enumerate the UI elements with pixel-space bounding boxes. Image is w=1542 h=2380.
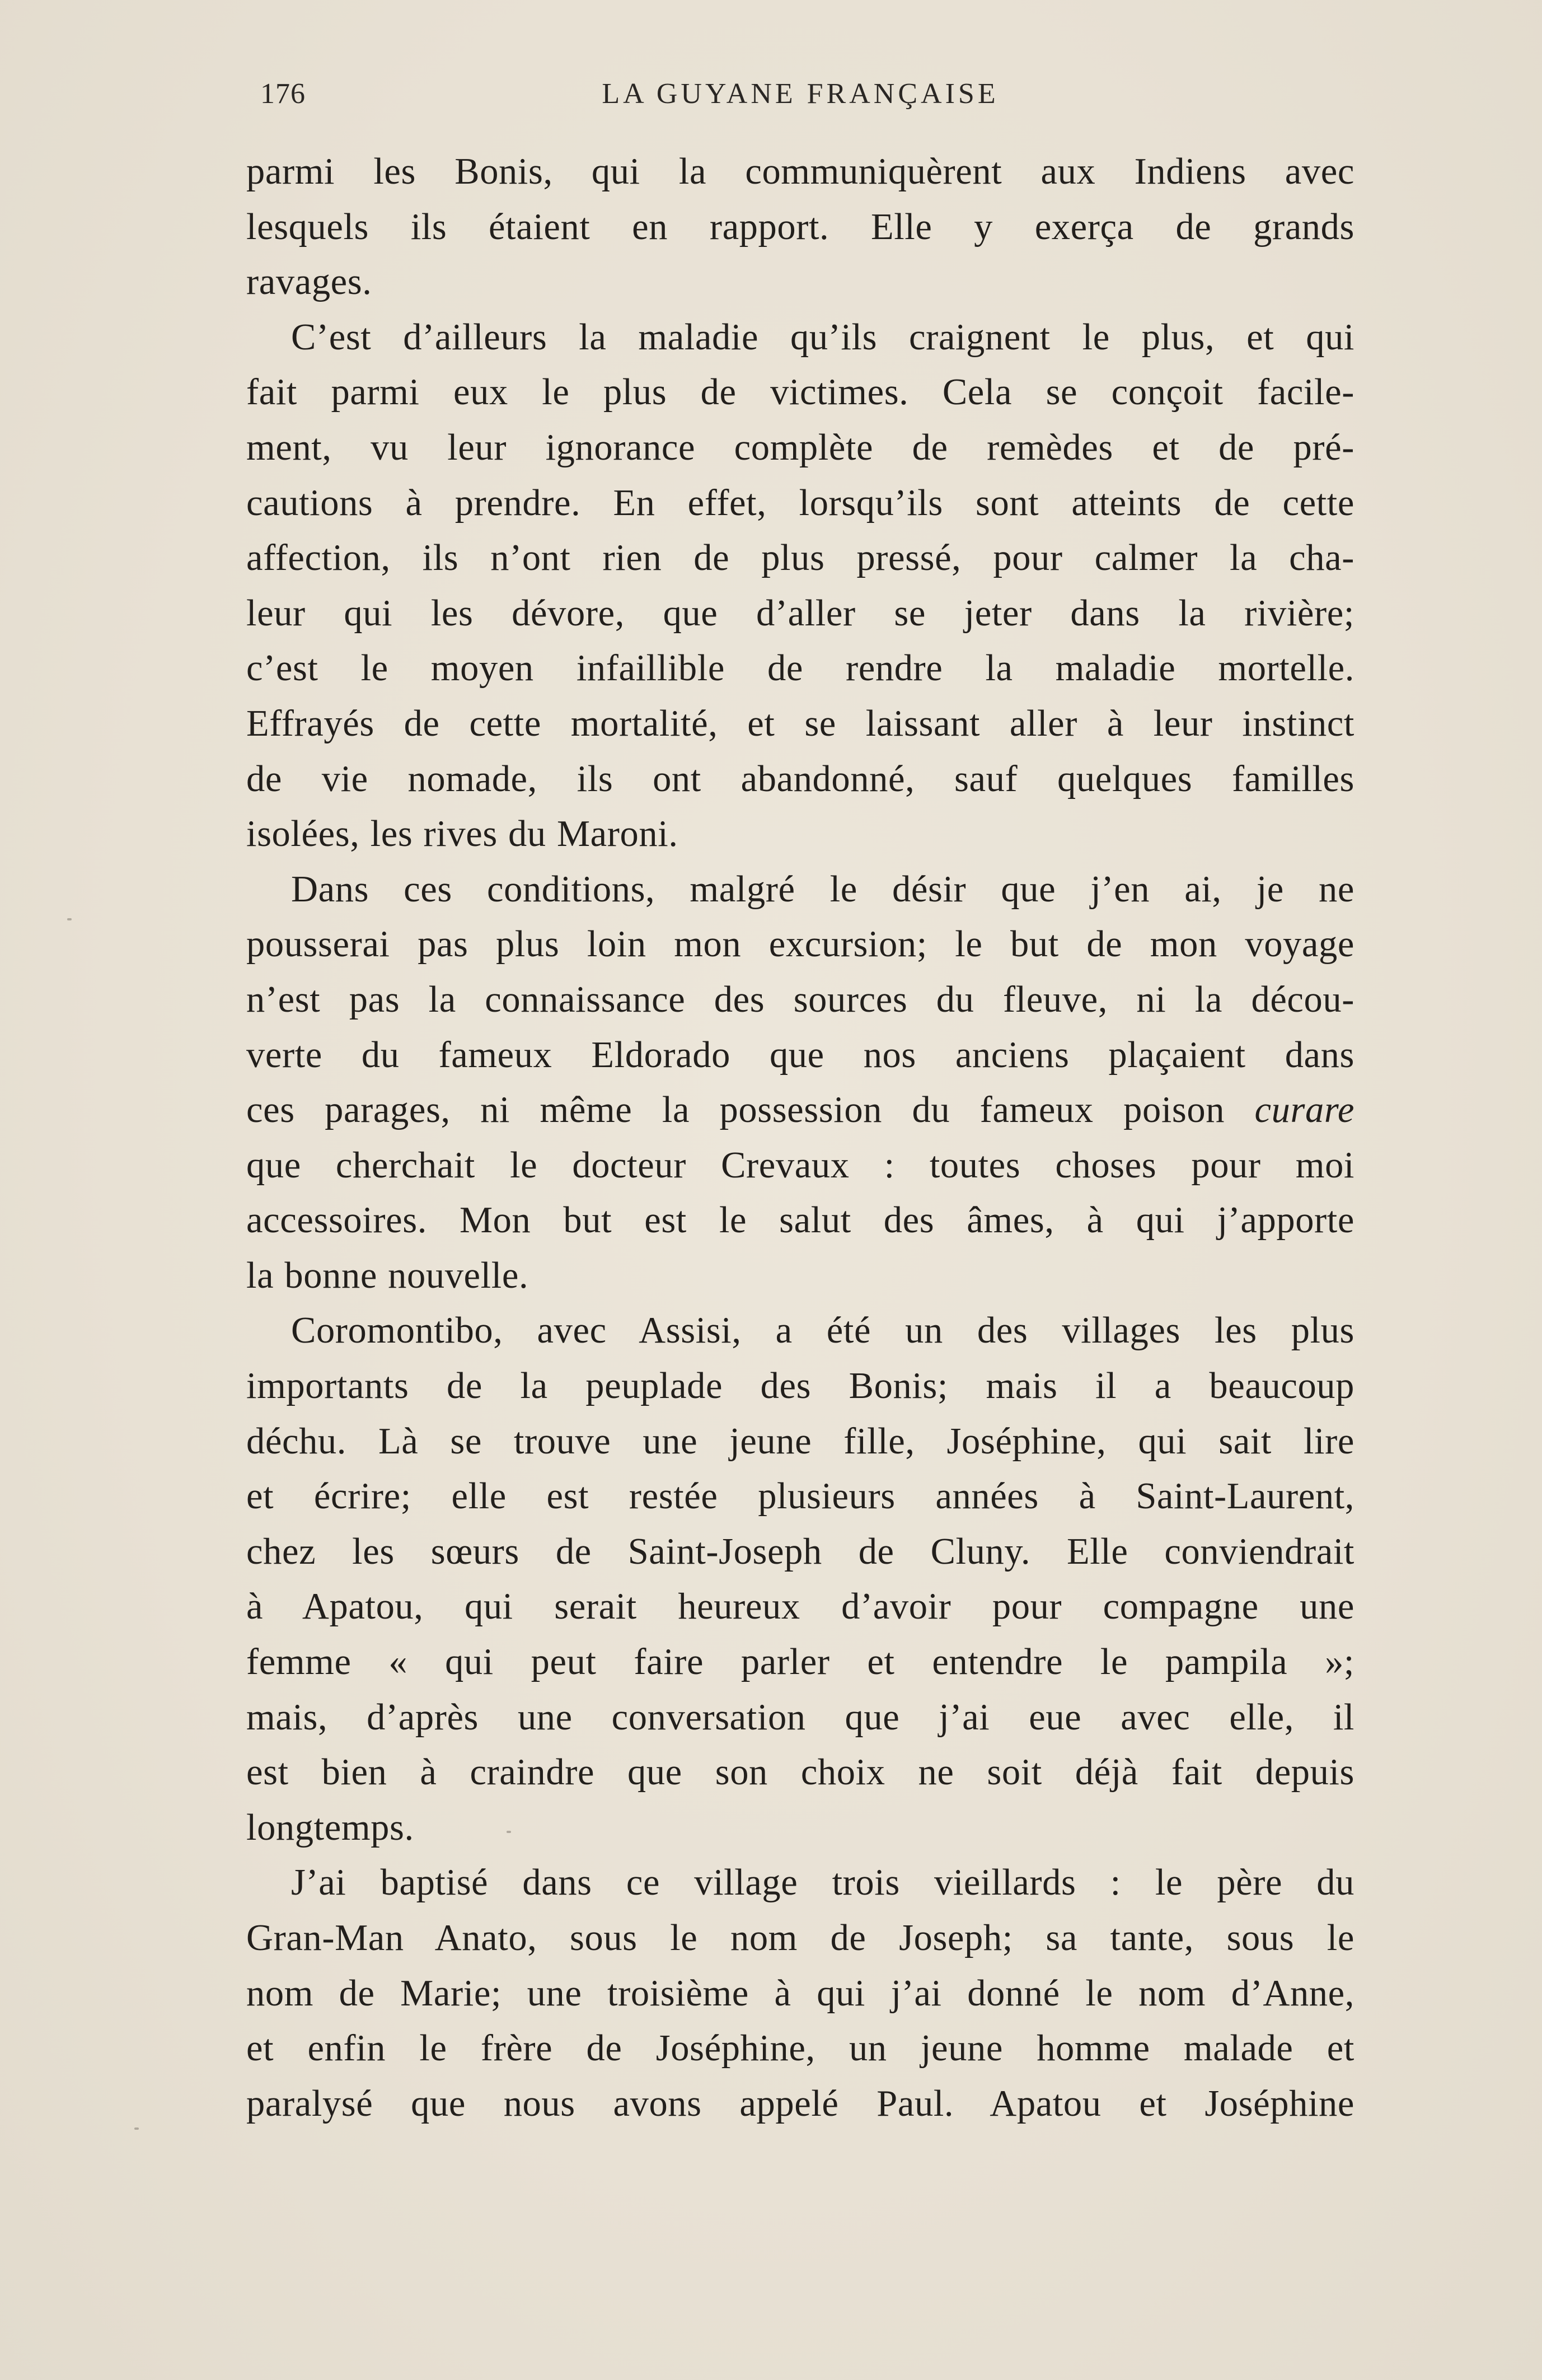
text-line-with-italic (246, 1083, 1354, 1138)
text-line: importants de la peuplade des Bonis; mais il a beaucoup (246, 1366, 1354, 1407)
text-line: C’est d’ailleurs la maladie qu’ils craignent le plus, et qui (291, 316, 1354, 358)
text-line: fait parmi eux le plus de victimes. Cela se conçoit facile- (246, 372, 1354, 413)
text-line: ment, vu leur ignorance complète de remèdes et de pré- (246, 427, 1354, 468)
text-line: ravages. (246, 261, 372, 303)
italic-word: curare (1254, 1090, 1354, 1131)
text-line: que cherchait le docteur Crevaux : toutes choses pour moi (246, 1144, 1354, 1186)
text-line: Gran-Man Anato, sous le nom de Joseph; sa tante, sous le (246, 1918, 1354, 1958)
text-line: n’est pas la connaissance des sources du fleuve, ni la décou- (246, 979, 1354, 1020)
text-line: verte du fameux Eldorado que nos anciens plaçaient dans (246, 1034, 1354, 1076)
text-line: déchu. Là se trouve une jeune fille, Joséphine, qui sait lire (246, 1420, 1354, 1462)
paper-speck (134, 2127, 139, 2130)
text-line: paralysé que nous avons appelé Paul. Apatou et Joséphine (246, 2083, 1354, 2124)
text-line: est bien à craindre que son choix ne soit déjà fait depuis (246, 1752, 1354, 1793)
text-line: Effrayés de cette mortalité, et se laissant aller à leur instinct (246, 703, 1354, 744)
text-line: longtemps. (246, 1807, 414, 1848)
text-line: c’est le moyen infaillible de rendre la maladie mortelle. (246, 648, 1354, 689)
text-line: et enfin le frère de Joséphine, un jeune homme malade et (246, 2028, 1354, 2069)
text-line: Coromontibo, avec Assisi, a été un des villages les plus (291, 1310, 1354, 1352)
paragraph-3 (246, 862, 1354, 1304)
paragraph-5 (246, 1855, 1354, 2131)
text-line: mais, d’après une conversation que j’ai eue avec elle, il (246, 1696, 1354, 1738)
text-line: de vie nomade, ils ont abandonné, sauf quelques familles (246, 758, 1354, 799)
text-segment: ces parages, ni même la possession du fameux poison (246, 1090, 1225, 1131)
text-line: à Apatou, qui serait heureux d’avoir pour compagne une (246, 1586, 1354, 1628)
text-line: chez les sœurs de Saint-Joseph de Cluny. Elle conviendrait (246, 1531, 1354, 1572)
text-line: et écrire; elle est restée plusieurs années à Saint-Laurent, (246, 1476, 1354, 1517)
text-line: parmi les Bonis, qui la communiquèrent aux Indiens avec (246, 151, 1354, 192)
text-line: affection, ils n’ont rien de plus pressé, pour calmer la cha- (246, 537, 1354, 579)
body-text (246, 144, 1354, 2131)
paragraph-4 (246, 1303, 1354, 1855)
text-line: J’ai baptisé dans ce village trois vieillards : le père du (291, 1862, 1354, 1904)
text-line: lesquels ils étaient en rapport. Elle y exerça de grands (246, 206, 1354, 247)
running-title: LA GUYANE FRANÇAISE (602, 78, 999, 110)
text-line: leur qui les dévore, que d’aller se jeter dans la rivière; (246, 592, 1354, 634)
text-line: Dans ces conditions, malgré le désir que j’en ai, je ne (291, 868, 1354, 910)
text-line: cautions à prendre. En effet, lorsqu’ils sont atteints de cette (246, 482, 1354, 523)
text-line: nom de Marie; une troisième à qui j’ai donné le nom d’Anne, (246, 1972, 1354, 2014)
page-number: 176 (260, 78, 306, 110)
paragraph-2 (246, 310, 1354, 862)
text-line: femme « qui peut faire parler et entendre le pampila »; (246, 1642, 1354, 1683)
text-line: isolées, les rives du Maroni. (246, 813, 678, 855)
page-header (260, 77, 1341, 116)
text-line: la bonne nouvelle. (246, 1255, 529, 1296)
paper-speck (507, 1831, 511, 1833)
paragraph-1 (246, 144, 1354, 310)
paper-speck (67, 918, 72, 920)
text-line: accessoires. Mon but est le salut des âmes, à qui j’apporte (246, 1200, 1354, 1241)
text-line: pousserai pas plus loin mon excursion; le but de mon voyage (246, 924, 1354, 965)
